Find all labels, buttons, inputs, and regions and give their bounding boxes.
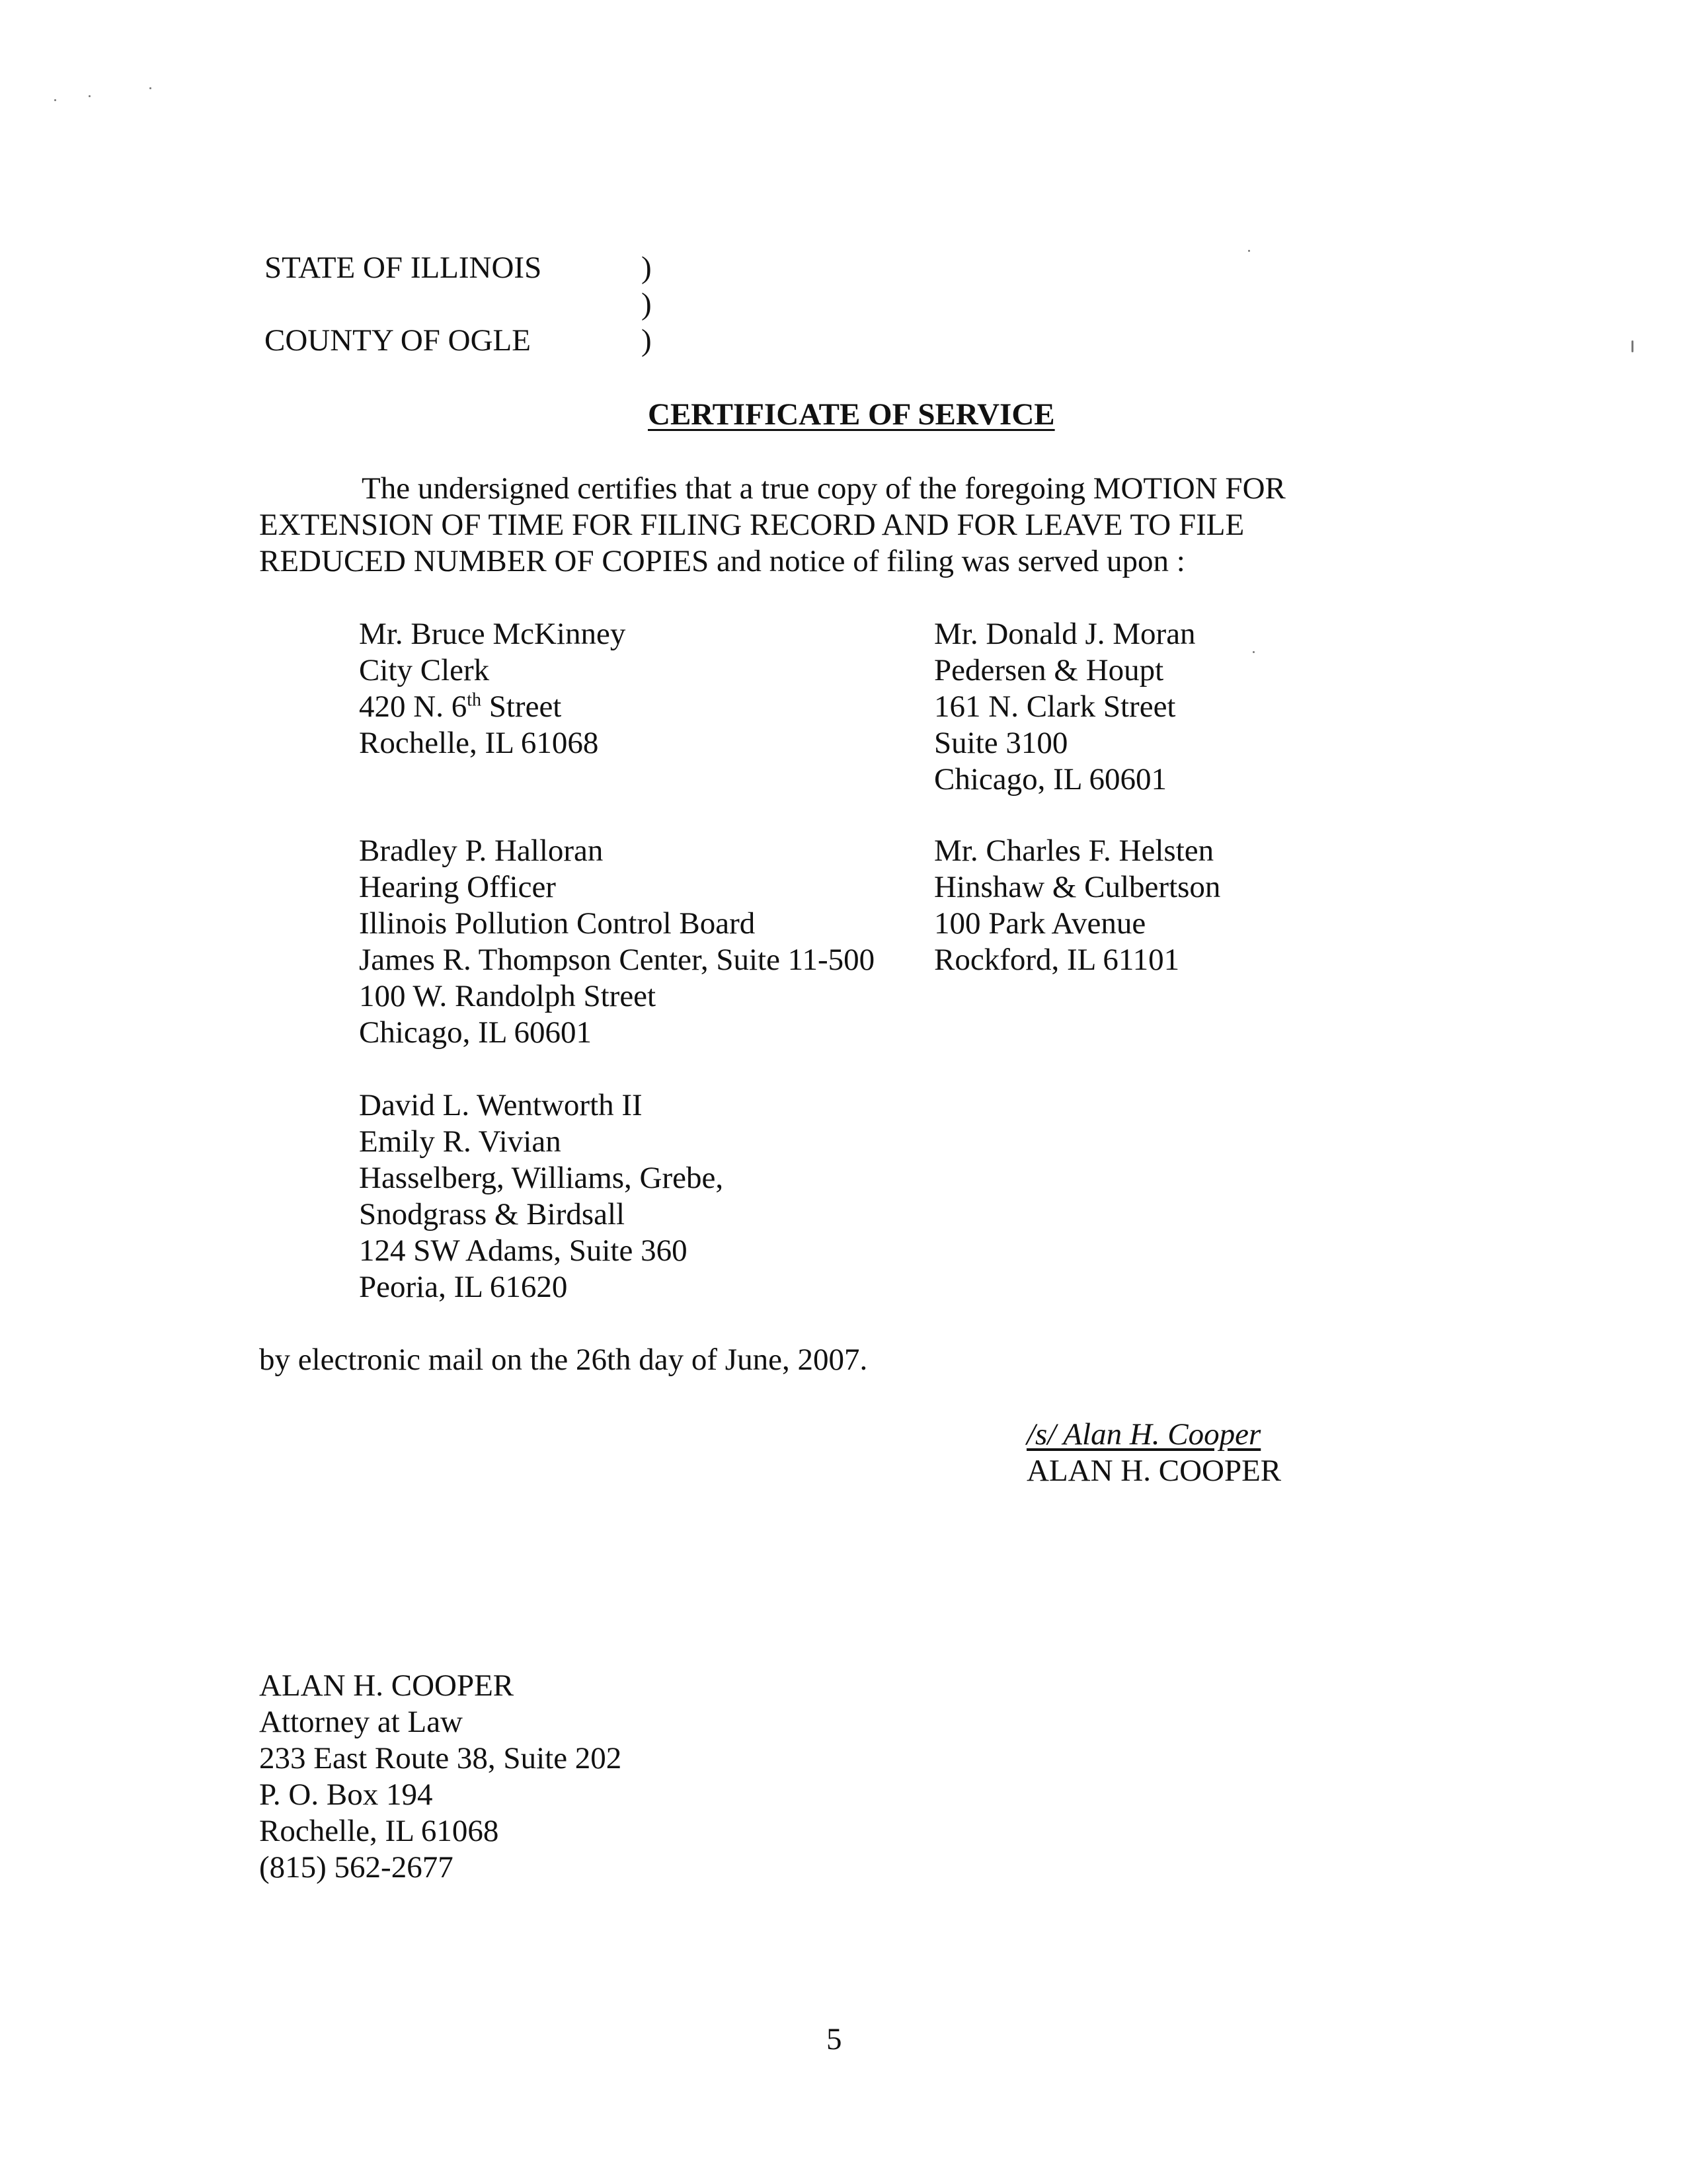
recipient-firm: Hinshaw & Culbertson bbox=[934, 870, 1221, 904]
recipient-name: Bradley P. Halloran bbox=[359, 834, 604, 868]
recipient-city: Rockford, IL 61101 bbox=[934, 943, 1180, 977]
intro-paragraph bbox=[259, 471, 1286, 580]
page-title: CERTIFICATE OF SERVICE bbox=[648, 397, 1055, 432]
recipient-city: Peoria, IL 61620 bbox=[359, 1270, 568, 1304]
recipient-name: Mr. Donald J. Moran bbox=[934, 617, 1196, 651]
recipient-street: 420 N. 6th Street bbox=[359, 689, 562, 724]
recipient-name: Mr. Bruce McKinney bbox=[359, 617, 626, 651]
intro-line: The undersigned certifies that a true copy of the foregoing MOTION FOR bbox=[362, 471, 1286, 506]
service-line: by electronic mail on the 26th day of June, 2007. bbox=[259, 1343, 868, 1377]
recipient-moran bbox=[934, 616, 1196, 798]
attorney-address bbox=[259, 1668, 621, 1886]
attorney-name: ALAN H. COOPER bbox=[259, 1668, 514, 1703]
scan-speck bbox=[1253, 651, 1255, 653]
scan-speck bbox=[89, 95, 91, 97]
caption-state: STATE OF ILLINOIS bbox=[264, 251, 542, 285]
attorney-title: Attorney at Law bbox=[259, 1705, 463, 1739]
signature-name: ALAN H. COOPER bbox=[1027, 1454, 1282, 1488]
recipient-firm: Hasselberg, Williams, Grebe, bbox=[359, 1161, 724, 1195]
recipient-title: City Clerk bbox=[359, 653, 490, 687]
caption-county: COUNTY OF OGLE bbox=[264, 323, 531, 358]
recipient-org: Illinois Pollution Control Board bbox=[359, 906, 756, 941]
scan-speck bbox=[54, 99, 56, 101]
page-number: 5 bbox=[826, 2022, 842, 2056]
recipient-building: James R. Thompson Center, Suite 11-500 bbox=[359, 943, 875, 977]
caption-paren: ) bbox=[641, 287, 652, 321]
recipient-wentworth bbox=[359, 1087, 723, 1306]
recipient-street: 161 N. Clark Street bbox=[934, 689, 1176, 724]
caption-paren: ) bbox=[641, 323, 652, 358]
attorney-phone: (815) 562-2677 bbox=[259, 1850, 453, 1885]
recipient-title: Hearing Officer bbox=[359, 870, 556, 904]
recipient-name: David L. Wentworth II bbox=[359, 1088, 643, 1122]
caption-paren: ) bbox=[641, 251, 652, 285]
recipient-mckinney bbox=[359, 616, 625, 761]
recipient-city: Rochelle, IL 61068 bbox=[359, 726, 599, 760]
intro-line: REDUCED NUMBER OF COPIES and notice of filing was served upon : bbox=[259, 544, 1185, 578]
signature-block bbox=[1027, 1417, 1281, 1489]
recipient-city: Chicago, IL 60601 bbox=[934, 762, 1167, 797]
scan-speck bbox=[149, 87, 151, 89]
intro-line: EXTENSION OF TIME FOR FILING RECORD AND FOR LEAVE TO FILE bbox=[259, 508, 1245, 542]
recipient-suite: Suite 3100 bbox=[934, 726, 1068, 760]
recipient-city: Chicago, IL 60601 bbox=[359, 1015, 592, 1050]
scan-speck bbox=[1248, 250, 1250, 252]
scan-speck bbox=[1631, 340, 1633, 352]
recipient-firm: Pedersen & Houpt bbox=[934, 653, 1164, 687]
recipient-helsten bbox=[934, 833, 1220, 978]
recipient-name: Mr. Charles F. Helsten bbox=[934, 834, 1214, 868]
attorney-po-box: P. O. Box 194 bbox=[259, 1777, 433, 1812]
attorney-city: Rochelle, IL 61068 bbox=[259, 1814, 499, 1848]
recipient-street: 100 W. Randolph Street bbox=[359, 979, 656, 1013]
signature: /s/ Alan H. Cooper bbox=[1027, 1417, 1261, 1452]
recipient-street: 124 SW Adams, Suite 360 bbox=[359, 1233, 687, 1268]
recipient-name: Emily R. Vivian bbox=[359, 1124, 561, 1159]
recipient-firm: Snodgrass & Birdsall bbox=[359, 1197, 625, 1231]
recipient-halloran bbox=[359, 833, 875, 1051]
attorney-street: 233 East Route 38, Suite 202 bbox=[259, 1741, 622, 1775]
recipient-street: 100 Park Avenue bbox=[934, 906, 1146, 941]
